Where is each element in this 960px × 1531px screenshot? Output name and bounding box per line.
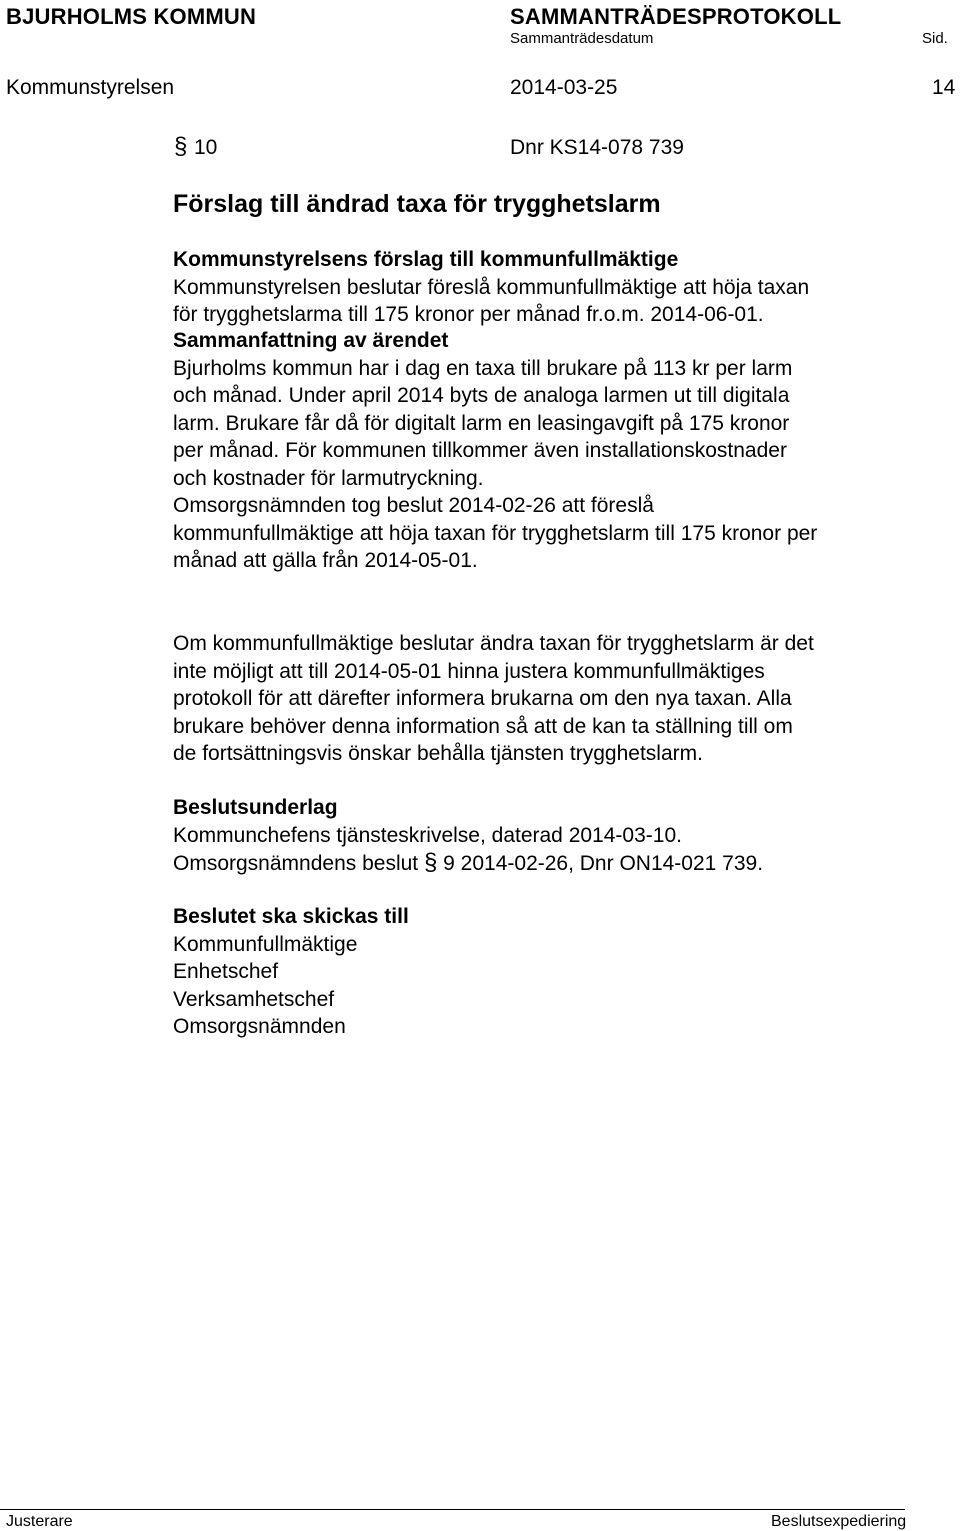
footer-divider — [0, 1509, 905, 1510]
summary-line: och månad. Under april 2014 byts de analoga larmen ut till digitala — [173, 384, 790, 407]
basis-line-suffix: 9 2014-02-26, Dnr ON14-021 739. — [437, 852, 764, 875]
footer-justerare: Justerare — [6, 1513, 73, 1530]
summary-line: Bjurholms kommun har i dag en taxa till brukare på 113 kr per larm — [173, 356, 793, 380]
org-name: BJURHOLMS KOMMUN — [6, 4, 257, 29]
summary-line: per månad. För kommunen tillkommer även installationskostnader — [173, 439, 787, 462]
recipients-section — [173, 903, 409, 1041]
basis-line-prefix: Omsorgsnämndens beslut — [173, 852, 424, 875]
summary-line: Omsorgsnämnden tog beslut 2014-02-26 att föreslå — [173, 494, 654, 517]
summary-section — [173, 327, 817, 575]
summary-line: larm. Brukare får då för digitalt larm en leasingavgift på 175 kronor — [173, 411, 790, 435]
summary-line: kommunfullmäktige att höja taxan för trygghetslarm till 175 kronor per — [173, 521, 818, 545]
footer-beslutsexpediering: Beslutsexpediering — [771, 1513, 907, 1530]
document-type: SAMMANTRÄDESPROTOKOLL — [510, 4, 842, 29]
meeting-date: 2014-03-25 — [510, 76, 618, 99]
paragraph-line: inte möjligt att till 2014-05-01 hinna justera kommunfullmäktiges — [173, 659, 765, 683]
paragraph-line: protokoll för att därefter informera brukarna om den nya taxan. Alla — [173, 687, 792, 710]
proposal-line: Kommunstyrelsen beslutar föreslå kommunfullmäktige att höja taxan — [173, 275, 810, 299]
proposal-heading: Kommunstyrelsens förslag till kommunfullmäktige — [173, 248, 679, 271]
recipient-item: Kommunfullmäktige — [173, 932, 358, 956]
basis-section — [173, 794, 763, 878]
paragraph-line: Om kommunfullmäktige beslutar ändra taxan för trygghetslarm är det — [173, 632, 814, 655]
paragraph-line: de fortsättningsvis önskar behålla tjänsten trygghetslarm. — [173, 742, 703, 765]
basis-heading: Beslutsunderlag — [173, 796, 338, 819]
consequence-paragraph — [173, 630, 814, 768]
diary-number: Dnr KS14-078 739 — [510, 136, 684, 159]
meeting-date-label: Sammanträdesdatum — [510, 30, 654, 47]
recipient-item: Omsorgsnämnden — [173, 1015, 346, 1038]
page-number: 14 — [932, 76, 956, 99]
section-sign: § — [423, 849, 438, 876]
proposal-section — [173, 246, 809, 329]
basis-line: Kommunchefens tjänsteskrivelse, daterad 2014-03-10. — [173, 823, 682, 847]
section-sign: § — [174, 133, 188, 160]
paragraph-line: brukare behöver denna information så att de kan ta ställning till om — [173, 714, 793, 738]
proposal-line: för trygghetslarma till 175 kronor per månad fr.o.m. 2014-06-01. — [173, 303, 764, 326]
recipient-item: Enhetschef — [173, 960, 279, 983]
summary-heading: Sammanfattning av ärendet — [173, 329, 449, 352]
basis-line — [173, 849, 763, 878]
recipient-item: Verksamhetschef — [173, 987, 335, 1011]
document-title: Förslag till ändrad taxa för trygghetslarm — [173, 190, 661, 218]
summary-line: månad att gälla från 2014-05-01. — [173, 549, 478, 572]
page-label: Sid. — [922, 30, 948, 47]
section-number: 10 — [194, 136, 218, 159]
recipients-heading: Beslutet ska skickas till — [173, 905, 409, 928]
committee-name: Kommunstyrelsen — [6, 76, 175, 99]
summary-line: och kostnader för larmutryckning. — [173, 466, 484, 490]
